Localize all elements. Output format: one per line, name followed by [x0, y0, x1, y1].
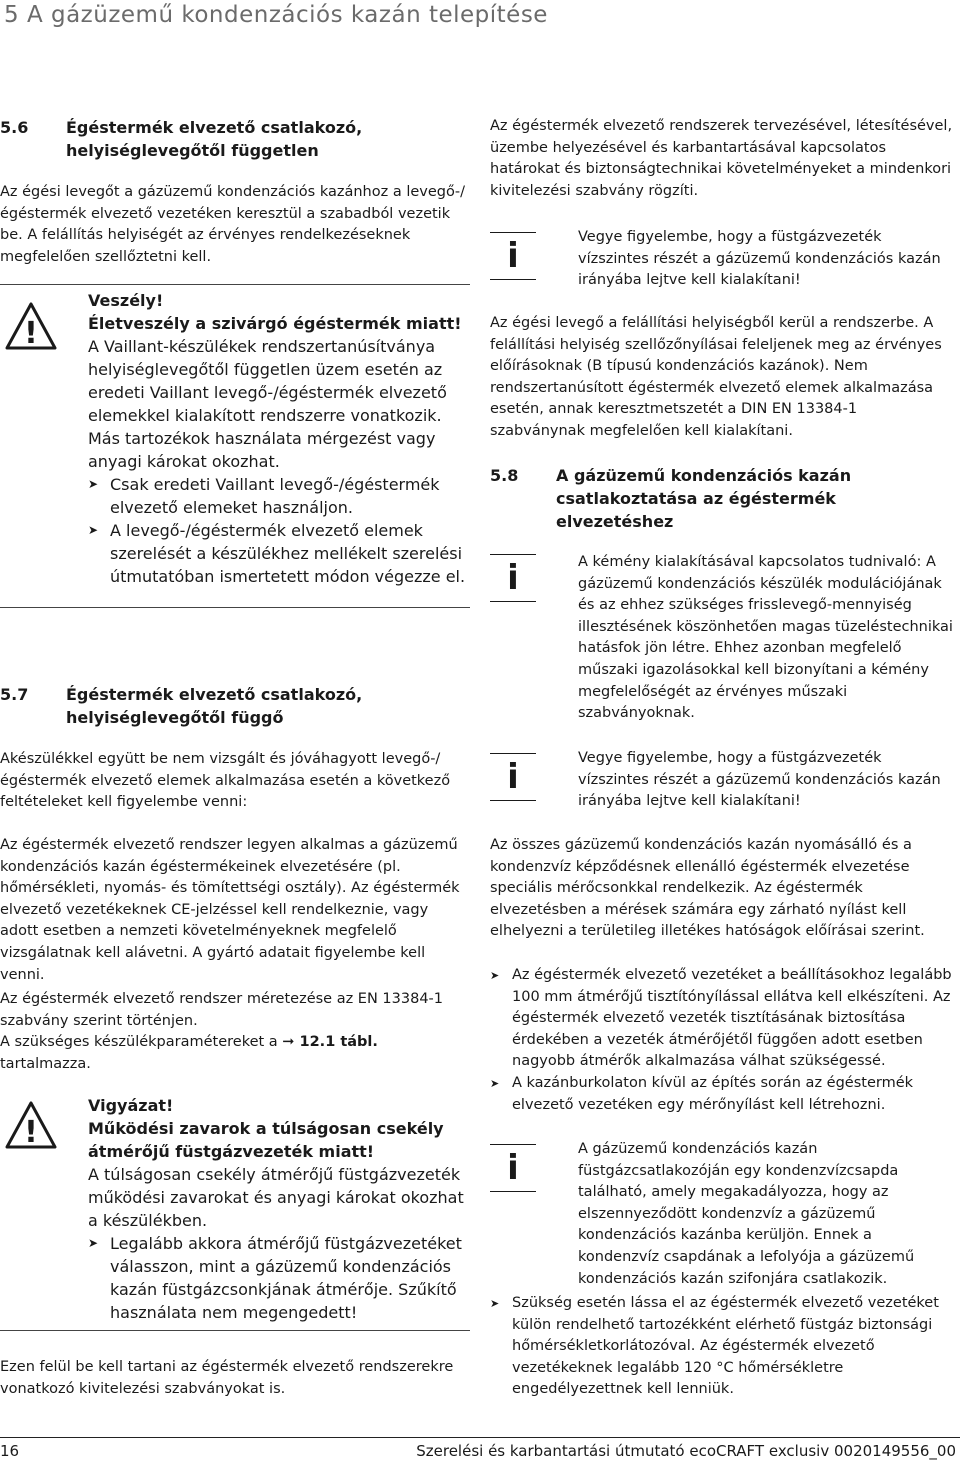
info-icon: i — [490, 1144, 536, 1192]
info-icon: i — [490, 753, 536, 801]
arrowhead-icon: ➤ — [88, 1236, 99, 1250]
svg-text:!: ! — [24, 316, 38, 351]
warning-content — [88, 289, 468, 588]
arrow-icon: ➞ — [282, 1034, 295, 1050]
warning-bullet — [88, 1232, 468, 1324]
paragraph: Az égéstermék elvezető rendszer méretezése az EN 13384-1 szabvány szerint történjen. — [0, 991, 444, 1029]
bullet-item — [490, 1293, 956, 1401]
warning-body: A túlságosan csekély átmérőjű füstgázvezeték működési zavarokat és anyagi károkat okozhat a készülékben. — [88, 1165, 464, 1230]
warning-heading: Működési zavarok a túlságosan csekély átmérőjű füstgázvezeték miatt! — [88, 1119, 444, 1161]
section-title: Égéstermék elvezető csatlakozó, helyiséglevegőtől független — [66, 118, 363, 160]
warning-label: Vigyázat! — [88, 1096, 174, 1115]
info-icon: i — [490, 232, 536, 280]
paragraph: Ezen felül be kell tartani az égéstermék elvezető rendszerekre vonatkozó kivitelezési szabványokat is. — [0, 1359, 454, 1397]
section-number: 5.7 — [0, 685, 29, 704]
info-note: A gázüzemű kondenzációs kazán füstgázcsatlakozóján egy kondenzvízcsapda található, amely megakadályozza, hogy az elszennyeződött kondenzvíz a gázüzemű kondenzációs kazánba kerüljön. Ennek a kondenzvíz csapdának a lefolyója a gázüzemű kondenzációs kazán szifonjára csatlakozik. — [578, 1141, 915, 1287]
bullet-text: Szükség esetén lássa el az égéstermék elvezető vezetéket külön rendelhető tartozékként elérhető füstgáz biztonsági hőmérsékletkorlátozóval. Az égéstermék elvezető vezetékeknek legalább 120 °C hőmérsékletre engedélyezettnek kell lenniük. — [512, 1295, 939, 1398]
arrowhead-icon: ➤ — [88, 523, 99, 537]
warning-triangle-icon — [4, 1100, 58, 1150]
arrowhead-icon: ➤ — [88, 477, 99, 491]
arrowhead-icon: ➤ — [490, 1077, 500, 1090]
warning-bullet — [88, 519, 468, 588]
page-header: 5 A gázüzemű kondenzációs kazán telepítése — [4, 2, 548, 28]
section-title: Égéstermék elvezető csatlakozó, helyiséglevegőtől függő — [66, 685, 363, 727]
bullet-item — [490, 1073, 956, 1116]
arrowhead-icon: ➤ — [490, 969, 500, 982]
info-note: A kémény kialakításával kapcsolatos tudnivaló: A gázüzemű kondenzációs készülék modulációjának és az ehhez szükséges frisslevegő-mennyiség illesztésének köszönhetően magas tüzeléstechnikai hatásfok jön létre. Ehhez azonban megfelelő műszaki igazolásokkal kell bizonyítani a kémény megfelelőségét az érvényes műszaki szabványoknak. — [578, 554, 953, 722]
bullet-text: A kazánburkolaton kívül az építés során az égéstermék elvezető vezetéken egy mérőnyílást kell létrehozni. — [512, 1075, 914, 1113]
section-title: A gázüzemű kondenzációs kazán csatlakoztatása az égéstermék elvezetéshez — [556, 466, 852, 531]
warning-label: Veszély! — [88, 291, 164, 310]
caution-warning-box — [0, 1090, 470, 1331]
danger-warning-box — [0, 284, 470, 608]
text: tartalmazza. — [0, 1055, 91, 1072]
paragraph: Az égéstermék elvezető rendszerek tervezésével, létesítésével, üzembe helyezésével és karbantartásával kapcsolatos határokat és biztonságtechnikai követelményeket a mindenkori kivitelezési szabvány rögzíti. — [490, 118, 953, 199]
section-number: 5.8 — [490, 466, 519, 485]
paragraph: Az égéstermék elvezető rendszer legyen alkalmas a gázüzemű kondenzációs kazán égéstermékeinek elvezetésére (pl. hőmérsékleti, nyomás- és tömítettségi osztály). Az égéstermék elvezető vezetékeknek CE-jelzéssel kell rendelkeznie, vagy adott esetben a nemzeti követelményeknek megfelelő vizsgálatnak kell alávetni. A gyártó adatait figyelembe kell venni. — [0, 837, 460, 983]
table-reference[interactable]: 12.1 tábl. — [294, 1034, 378, 1050]
paragraph: Az összes gázüzemű kondenzációs kazán nyomásálló és a kondenzvíz képződésnek ellenálló égéstermék elvezetése speciális mérőcsonkkal rendelkezik. Az égéstermék elvezetésben a mérések számára egy zárható nyílást kell elhelyezni a területileg illetékes hatóságok előírásai szerint. — [490, 837, 925, 940]
warning-heading: Életveszély a szivárgó égéstermék miatt! — [88, 314, 462, 333]
paragraph: Az égési levegőt a gázüzemű kondenzációs kazánhoz a levegő-/égéstermék elvezető vezetéken keresztül a szabadból vezetik be. A felállítás helyiségét az érvényes rendelkezéseknek megfelelően szellőztetni kell. — [0, 184, 465, 265]
svg-text:!: ! — [24, 1115, 38, 1150]
info-note: Vegye figyelembe, hogy a füstgázvezeték vízszintes részét a gázüzemű kondenzációs kazán irányába lejtve kell kialakítani! — [578, 229, 941, 289]
paragraph — [0, 1032, 466, 1075]
warning-triangle-icon — [4, 301, 58, 351]
bullet-text: Legalább akkora átmérőjű füstgázvezetéket válasszon, mint a gázüzemű kondenzációs kazán füstgázcsonkjának átmérője. Szűkítő használata nem megengedett! — [110, 1234, 462, 1322]
section-number: 5.6 — [0, 118, 29, 137]
bullet-text: Csak eredeti Vaillant levegő-/égéstermék elvezető elemeket használjon. — [110, 475, 440, 517]
arrowhead-icon: ➤ — [490, 1297, 500, 1310]
warning-content — [88, 1094, 468, 1324]
bullet-item — [490, 965, 956, 1073]
bullet-text: Az égéstermék elvezető vezetéket a beállításokhoz legalább 100 mm átmérőjű tisztítónyílással ellátva kell elkészíteni. Az égéstermék elvezető vezeték tisztításának biztosítása érdekében a vezeték átmérőjétől függően adott esetben nagyobb átmérők alkalmazása válhat szükségessé. — [512, 967, 952, 1070]
info-icon: i — [490, 554, 536, 602]
footer-divider — [0, 1437, 960, 1438]
warning-bullet — [88, 473, 468, 519]
paragraph: Az égési levegő a felállítási helyiségből kerül a rendszerbe. A felállítási helyiség szellőzőnyílásai feleljenek meg az érvényes előírásoknak (B típusú kondenzációs kazánok). Nem rendszertanúsított égéstermék elvezető elemek alkalmazása esetén, annak keresztmetszetét a DIN EN 13384-1 szabványnak megfelelően kell kialakítani. — [490, 315, 942, 439]
page-number: 16 — [0, 1442, 20, 1460]
paragraph: Akészülékkel együtt be nem vizsgált és jóváhagyott levegő-/égéstermék elvezető elemek alkalmazása esetén a következő feltételeket kell figyelembe venni: — [0, 751, 451, 811]
info-note: Vegye figyelembe, hogy a füstgázvezeték vízszintes részét a gázüzemű kondenzációs kazán irányába lejtve kell kialakítani! — [578, 750, 941, 810]
text: A szükséges készülékparamétereket a — [0, 1034, 283, 1050]
document-title: Szerelési és karbantartási útmutató ecoCRAFT exclusiv 0020149556_00 — [416, 1442, 956, 1460]
warning-body: A Vaillant-készülékek rendszertanúsítványa helyiséglevegőtől független üzem esetén az eredeti Vaillant levegő-/égéstermék elvezető elemekkel kialakított rendszerre vonatkozik. Más tartozékok használata mérgezést vagy anyagi károkat okozhat. — [88, 337, 447, 471]
bullet-text: A levegő-/égéstermék elvezető elemek szerelését a készülékhez mellékelt szerelési útmutatóban ismertetett módon végezze el. — [110, 521, 466, 586]
